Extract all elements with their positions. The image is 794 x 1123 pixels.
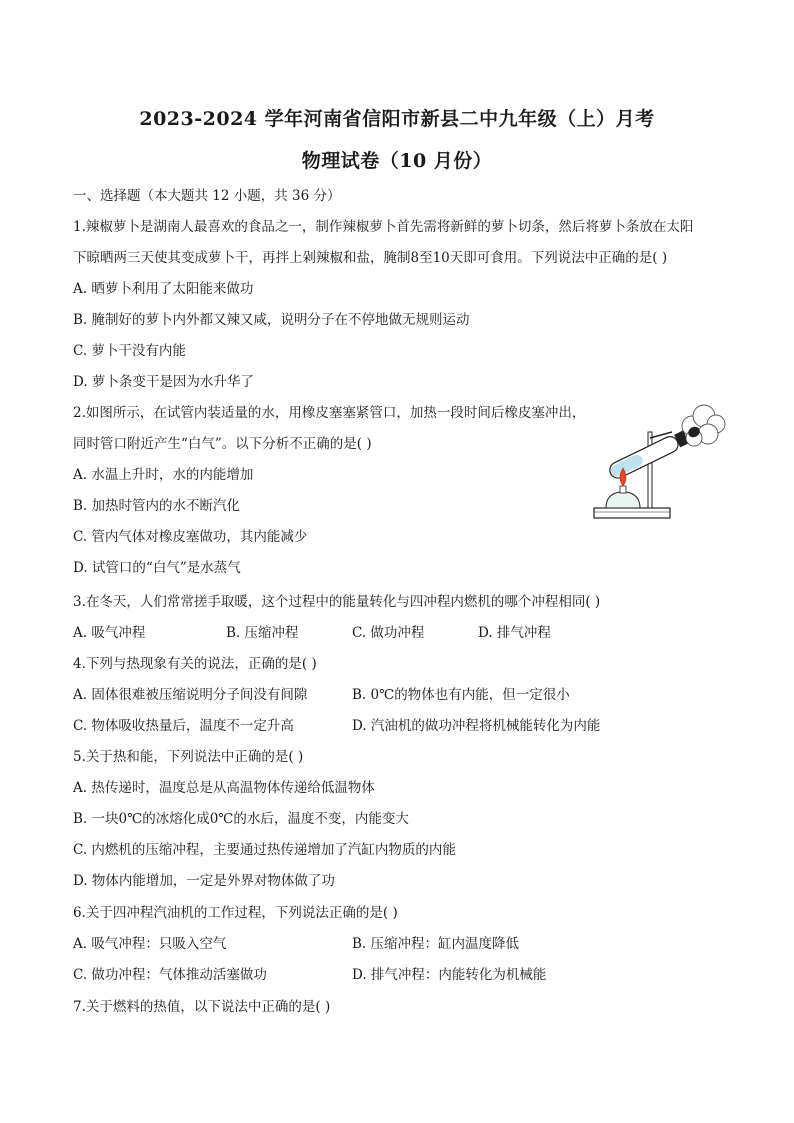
exam-title-line1: 2023-2024 学年河南省信阳市新县二中九年级（上）月考 [139, 108, 655, 130]
q3-option-b: B. 压缩冲程 [226, 625, 299, 641]
q5-stem: 5.关于热和能，下列说法中正确的是( ) [73, 749, 304, 765]
q6-option-a: A. 吸气冲程：只吸入空气 [73, 936, 227, 952]
q1-option-d: D. 萝卜条变干是因为水升华了 [73, 374, 254, 390]
q2-option-a: A. 水温上升时，水的内能增加 [73, 467, 254, 483]
q4-option-b: B. 0℃的物体也有内能，但一定很小 [352, 687, 570, 703]
q1-stem-line2: 下晾晒两三天使其变成萝卜干，再拌上剁辣椒和盐，腌制8至10天即可食用。下列说法中正确的是( ) [73, 250, 668, 266]
q2-option-d: D. 试管口的“白气”是水蒸气 [73, 560, 241, 576]
q4-option-a: A. 固体很难被压缩说明分子间没有间隙 [73, 687, 308, 703]
q1-stem-line1: 1.辣椒萝卜是湖南人最喜欢的食品之一，制作辣椒萝卜首先需将新鲜的萝卜切条，然后将萝卜条放在太阳 [73, 219, 694, 235]
q6-option-c: C. 做功冲程：气体推动活塞做功 [73, 967, 267, 983]
q3-option-d: D. 排气冲程 [478, 625, 551, 641]
q3-stem: 3.在冬天，人们常常搓手取暖，这个过程中的能量转化与四冲程内燃机的哪个冲程相同( ) [73, 594, 601, 610]
q1-option-c: C. 萝卜干没有内能 [73, 343, 186, 359]
q6-option-b: B. 压缩冲程：缸内温度降低 [352, 936, 520, 952]
q4-option-d: D. 汽油机的做功冲程将机械能转化为内能 [352, 718, 601, 734]
q5-option-d: D. 物体内能增加，一定是外界对物体做了功 [73, 873, 335, 889]
q4-stem: 4.下列与热现象有关的说法，正确的是( ) [73, 656, 317, 672]
q6-option-d: D. 排气冲程：内能转化为机械能 [352, 967, 547, 983]
q1-option-b: B. 腌制好的萝卜内外都又辣又咸，说明分子在不停地做无规则运动 [73, 312, 470, 328]
q2-stem-line2: 同时管口附近产生“白气”。以下分析不正确的是( ) [73, 436, 372, 452]
q3-option-c: C. 做功冲程 [352, 625, 425, 641]
q5-option-c: C. 内燃机的压缩冲程，主要通过热传递增加了汽缸内物质的内能 [73, 842, 456, 858]
q3-option-a: A. 吸气冲程 [73, 625, 146, 641]
test-tube-experiment-figure [588, 402, 728, 530]
section-heading: 一、选择题（本大题共 12 小题，共 36 分） [73, 188, 341, 204]
q2-option-c: C. 管内气体对橡皮塞做功，其内能减少 [73, 529, 308, 545]
q5-option-a: A. 热传递时，温度总是从高温物体传递给低温物体 [73, 780, 375, 796]
q1-option-a: A. 晒萝卜利用了太阳能来做功 [73, 281, 254, 297]
q7-stem: 7.关于燃料的热值，以下说法中正确的是( ) [73, 999, 331, 1015]
q2-option-b: B. 加热时管内的水不断汽化 [73, 498, 241, 514]
q6-stem: 6.关于四冲程汽油机的工作过程，下列说法正确的是( ) [73, 905, 398, 921]
q4-option-c: C. 物体吸收热量后，温度不一定升高 [73, 718, 294, 734]
q2-stem-line1: 2.如图所示，在试管内装适量的水，用橡皮塞塞紧管口，加热一段时间后橡皮塞冲出， [73, 405, 586, 421]
q5-option-b: B. 一块0℃的冰熔化成0℃的水后，温度不变，内能变大 [73, 811, 409, 827]
exam-title-line2: 物理试卷（10 月份） [301, 150, 493, 172]
